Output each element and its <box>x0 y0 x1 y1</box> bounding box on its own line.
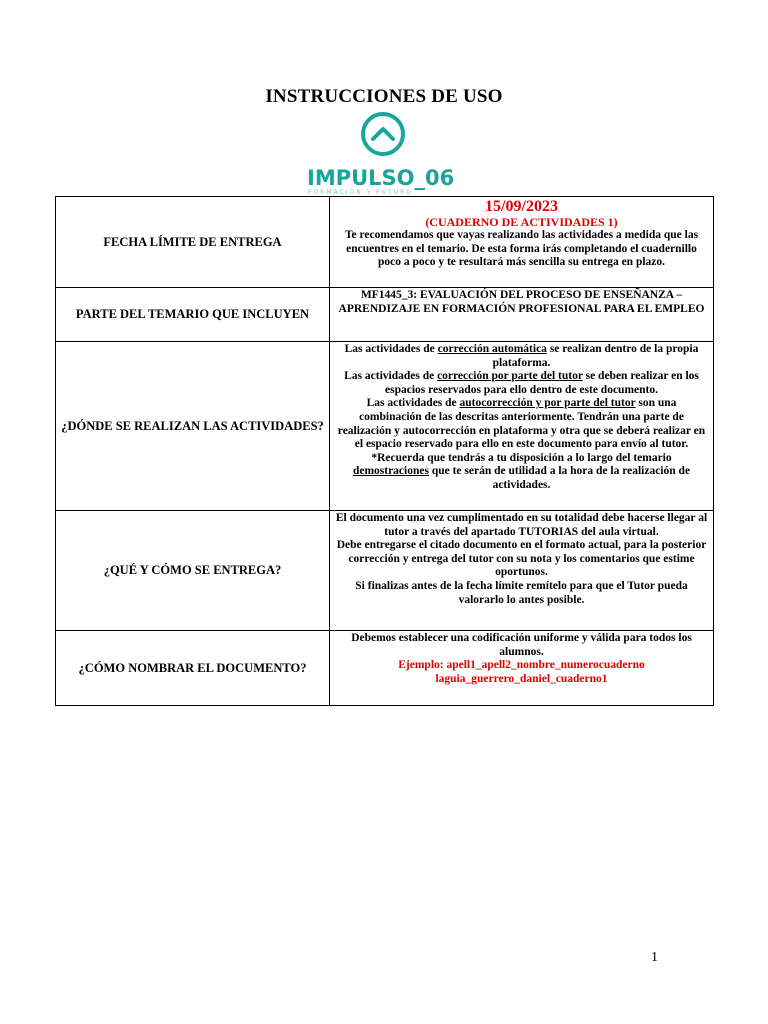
paragraph: Las actividades de autocorrección y por parte del tutor son una combinación de las descritas anteriormente. Tendrán una parte de realización y autocorrección en plataforma y otra que se deberá realizar en el espacio reservado para ello en este documento para envío al tutor. <box>337 397 706 451</box>
paragraph: Debe entregarse el citado documento en el formato actual, para la posterior corrección y entrega del tutor con su nota y los comentarios que estime oportunos. <box>336 539 707 579</box>
table-row <box>56 631 714 706</box>
paragraph: Las actividades de corrección por parte del tutor se deben realizar en los espacios reservados para ello dentro de este documento. <box>344 370 699 396</box>
table-row <box>56 288 714 342</box>
row-value <box>330 511 714 631</box>
page-number: 1 <box>651 950 658 965</box>
paragraph: Debemos establecer una codificación uniforme y válida para todos los alumnos. <box>351 632 692 658</box>
logo-tagline-text: FORMACIÓN Y FUTURO <box>308 189 413 196</box>
row-value <box>330 631 714 706</box>
row-label: ¿CÓMO NOMBRAR EL DOCUMENTO? <box>56 631 330 706</box>
table-row <box>56 197 714 288</box>
deadline-text: Te recomendamos que vayas realizando las actividades a medida que las encuentres en el temario. De esta forma irás completando el cuadernillo poco a poco y te resultará más sencilla su entrega en plazo. <box>344 229 699 269</box>
logo-circle-icon <box>363 114 403 154</box>
row-label: PARTE DEL TEMARIO QUE INCLUYEN <box>56 288 330 342</box>
row-value <box>330 197 714 288</box>
paragraph: Si finalizas antes de la fecha límite remítelo para que el Tutor pueda valorarlo lo antes posible. <box>355 579 688 606</box>
logo-brand-text: IMPULSO_06 <box>307 166 455 190</box>
paragraph: Las actividades de corrección automática se realizan dentro de la propia plataforma. <box>344 343 699 369</box>
row-value <box>330 342 714 511</box>
document-title: INSTRUCCIONES DE USO <box>265 86 503 107</box>
table-row <box>56 342 714 511</box>
deadline-subtitle: (CUADERNO DE ACTIVIDADES 1) <box>425 215 618 229</box>
syllabus-text: MF1445_3: EVALUACIÓN DEL PROCESO DE ENSEÑANZA – APRENDIZAJE EN FORMACIÓN PROFESIONAL PARA EL EMPLEO <box>330 288 714 342</box>
impulso-logo <box>305 112 475 196</box>
row-label: FECHA LÍMITE DE ENTREGA <box>56 197 330 288</box>
deadline-date: 15/09/2023 <box>485 198 558 215</box>
example-line: Ejemplo: apell1_apell2_nombre_numerocuaderno <box>398 659 645 672</box>
paragraph: *Recuerda que tendrás a tu disposición a lo largo del temario demostraciones que te serán de utilidad a la hora de la realización de actividades. <box>352 451 691 491</box>
instructions-table <box>55 196 714 706</box>
paragraph: El documento una vez cumplimentado en su totalidad debe hacerse llegar al tutor a través del apartado TUTORIAS del aula virtual. <box>335 512 708 538</box>
chevron-up-icon <box>373 129 393 139</box>
table-row <box>56 511 714 631</box>
row-label: ¿DÓNDE SE REALIZAN LAS ACTIVIDADES? <box>56 342 330 511</box>
row-label: ¿QUÉ Y CÓMO SE ENTREGA? <box>56 511 330 631</box>
example-line: laguia_guerrero_daniel_cuaderno1 <box>435 672 608 685</box>
